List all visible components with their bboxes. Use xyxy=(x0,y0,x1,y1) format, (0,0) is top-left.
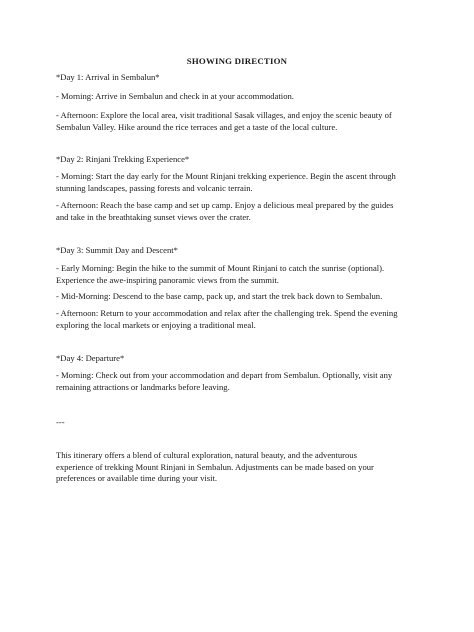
day3-afternoon-line1: - Afternoon: Return to your accommodation and relax after the challenging trek. Spend the evening xyxy=(56,308,398,318)
day1-heading: *Day 1: Arrival in Sembalun* xyxy=(56,72,160,82)
day3-early-morning xyxy=(56,263,436,286)
day1-afternoon-line2: Sembalun Valley. Hike around the rice terraces and get a taste of the local culture. xyxy=(56,121,338,132)
day4-morning-line1: - Morning: Check out from your accommodation and depart from Sembalun. Optionally, visit any xyxy=(56,370,393,380)
day3-mid-morning: - Mid-Morning: Descend to the base camp, pack up, and start the trek back down to Sembalun. xyxy=(56,291,383,301)
day2-morning xyxy=(56,171,436,194)
day4-heading: *Day 4: Departure* xyxy=(56,353,125,363)
day3-early-morning-line1: - Early Morning: Begin the hike to the summit of Mount Rinjani to catch the sunrise (optional). xyxy=(56,263,385,273)
day1-afternoon-line1: - Afternoon: Explore the local area, visit traditional Sasak villages, and enjoy the scenic beauty of xyxy=(56,110,392,120)
summary-line3: preferences or available time during your visit. xyxy=(56,473,218,483)
day4-morning xyxy=(56,370,436,393)
day1-afternoon xyxy=(56,110,436,133)
day4-morning-line2: remaining attractions or landmarks before leaving. xyxy=(56,381,230,392)
day3-early-morning-line2: Experience the awe-inspiring panoramic views from the summit. xyxy=(56,274,279,285)
summary-line2: experience of trekking Mount Rinjani in Sembalun. Adjustments can be made based on your xyxy=(56,461,374,472)
day3-afternoon-line2: exploring the local markets or enjoying a traditional meal. xyxy=(56,319,256,330)
day2-heading: *Day 2: Rinjani Trekking Experience* xyxy=(56,154,190,164)
day3-afternoon xyxy=(56,308,436,331)
day2-afternoon xyxy=(56,200,436,223)
day3-heading: *Day 3: Summit Day and Descent* xyxy=(56,245,178,255)
day1-morning: - Morning: Arrive in Sembalun and check in at your accommodation. xyxy=(56,91,294,101)
day2-afternoon-line2: and take in the breathtaking sunset views over the crater. xyxy=(56,211,251,222)
summary-line1: This itinerary offers a blend of cultural exploration, natural beauty, and the adventurous xyxy=(56,450,357,460)
separator: --- xyxy=(56,417,65,427)
day2-morning-line1: - Morning: Start the day early for the Mount Rinjani trekking experience. Begin the ascent through xyxy=(56,171,396,181)
document-title: SHOWING DIRECTION xyxy=(186,56,288,66)
day2-morning-line2: stunning landscapes, passing forests and volcanic terrain. xyxy=(56,182,253,193)
summary-paragraph xyxy=(56,450,436,485)
day2-afternoon-line1: - Afternoon: Reach the base camp and set up camp. Enjoy a delicious meal prepared by the guides xyxy=(56,200,394,210)
